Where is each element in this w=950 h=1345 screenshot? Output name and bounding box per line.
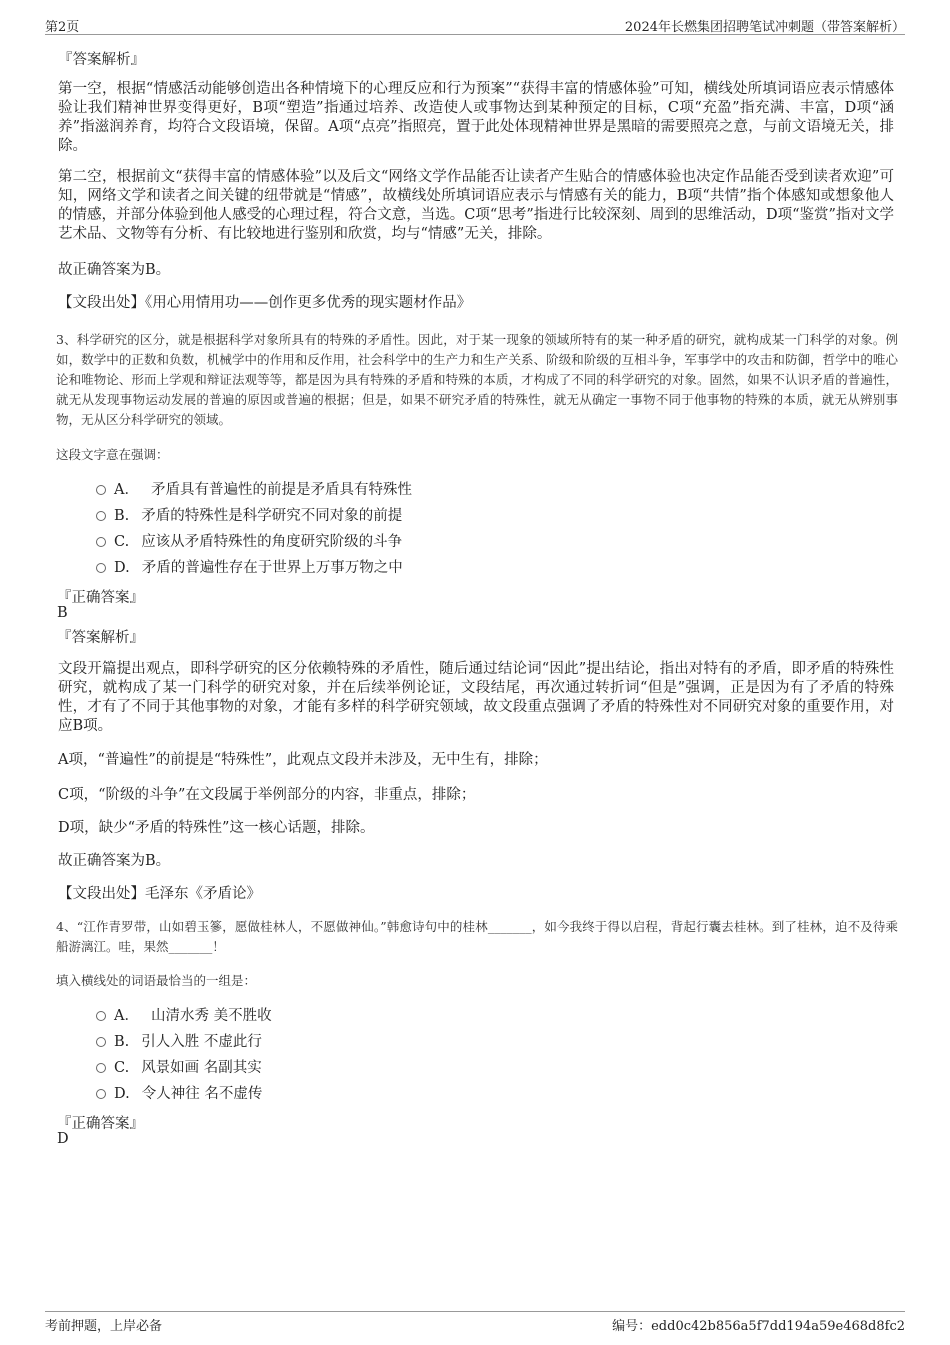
question-4-prompt: 填入横线处的词语最恰当的一组是： — [56, 973, 257, 988]
correct-answer-value: D — [57, 1131, 69, 1147]
question-4-text: 4、“江作青罗带，山如碧玉篸，愿做桂林人，不愿做神仙。”韩愈诗句中的桂林_______，如今我终于得以启程，背起行囊去桂林。到了桂林，迫不及待乘船游漓江。哇，果然_______！ — [56, 919, 898, 954]
analysis-label: 『答案解析』 — [57, 630, 144, 646]
radio-icon[interactable] — [96, 511, 106, 521]
radio-icon[interactable] — [96, 485, 106, 495]
question-3-analysis: 文段开篇提出观点，即科学研究的区分依赖特殊的矛盾性，随后通过结论词“因此”提出结论，指出对特有的矛盾，即矛盾的特殊性研究，就构成了某一门科学的研究对象，并在后续举例论证，文段结尾，再次通过转折词“但是”强调，正是因为有了矛盾的特殊性，才有了不同于其他事物的对象，才能有多样的科学研究领域，故文段重点强调了矛盾的特殊性对不同研究对象的重要作用，对应B项。 — [58, 661, 894, 734]
question-3-analysis-a: A项，“普遍性”的前提是“特殊性”，此观点文段并未涉及，无中生有，排除； — [58, 752, 548, 768]
question-4-option-b[interactable]: B. 引人入胜 不虚此行 — [96, 1033, 262, 1051]
question-3-prompt: 这段文字意在强调： — [56, 447, 169, 462]
radio-icon[interactable] — [96, 1063, 106, 1073]
answer-conclusion: 故正确答案为B。 — [58, 853, 171, 869]
correct-answer-value: B — [57, 605, 68, 621]
radio-icon[interactable] — [96, 1011, 106, 1021]
question-4-option-a[interactable]: A． 山清水秀 美不胜收 — [96, 1007, 272, 1025]
document-code: 编号：edd0c42b856a5f7dd194a59e468d8fc2 — [612, 1319, 905, 1334]
analysis-paragraph-1: 第一空，根据“情感活动能够创造出各种情境下的心理反应和行为预案”“获得丰富的情感体验”可知，横线处所填词语应表示情感体验让我们精神世界变得更好，B项“塑造”指通过培养、改造使人或事物达到某种预定的目标，C项“充盈”指充满、丰富，D项“涵养”指滋润养育，均符合文段语境，保留。A项“点亮”指照亮，置于此处体现精神世界是黑暗的需要照亮之意，与前文语境无关，排除。 — [58, 81, 894, 154]
page-footer — [45, 1311, 905, 1334]
analysis-paragraph-2: 第二空，根据前文“获得丰富的情感体验”以及后文“网络文学作品能否让读者产生贴合的情感体验也决定作品能否受到读者欢迎”可知，网络文学和读者之间关键的纽带就是“情感”，故横线处所填词语应表示与情感有关的能力，B项“共情”指个体感知或想象他人的情感，并部分体验到他人感受的心理过程，符合文意，当选。C项“思考”指进行比较深刻、周到的思维活动，D项“鉴赏”指对文学艺术品、文物等有分析、有比较地进行鉴别和欣赏，均与“情感”无关，排除。 — [58, 169, 894, 242]
page-number: 第2页 — [45, 20, 80, 35]
radio-icon[interactable] — [96, 537, 106, 547]
question-3-option-d[interactable]: D. 矛盾的普遍性存在于世界上万事万物之中 — [96, 559, 403, 577]
source-citation: 【文段出处】毛泽东《矛盾论》 — [58, 886, 261, 902]
radio-icon[interactable] — [96, 1037, 106, 1047]
question-4-option-d[interactable]: D. 令人神往 名不虚传 — [96, 1085, 262, 1103]
radio-icon[interactable] — [96, 563, 106, 573]
question-3-option-c[interactable]: C. 应该从矛盾特殊性的角度研究阶级的斗争 — [96, 533, 402, 551]
question-3-analysis-d: D项，缺少“矛盾的特殊性”这一核心话题，排除。 — [58, 820, 375, 836]
analysis-label: 『答案解析』 — [58, 52, 145, 68]
document-title: 2024年长燃集团招聘笔试冲刺题（带答案解析） — [624, 20, 905, 35]
footer-slogan: 考前押题，上岸必备 — [45, 1319, 163, 1334]
page-header — [45, 14, 905, 35]
correct-answer-label: 『正确答案』 — [57, 1116, 144, 1132]
question-3-analysis-c: C项，“阶级的斗争”在文段属于举例部分的内容，非重点，排除； — [58, 787, 476, 803]
source-citation: 【文段出处】《用心用情用功——创作更多优秀的现实题材作品》 — [58, 295, 472, 311]
correct-answer-label: 『正确答案』 — [57, 590, 144, 606]
answer-conclusion: 故正确答案为B。 — [58, 262, 171, 278]
radio-icon[interactable] — [96, 1089, 106, 1099]
question-3-option-b[interactable]: B. 矛盾的特殊性是科学研究不同对象的前提 — [96, 507, 402, 525]
question-3-option-a[interactable]: A． 矛盾具有普遍性的前提是矛盾具有特殊性 — [96, 481, 412, 499]
question-3-text: 3、科学研究的区分，就是根据科学对象所具有的特殊的矛盾性。因此，对于某一现象的领域所特有的某一种矛盾的研究，就构成某一门科学的对象。例如，数学中的正数和负数，机械学中的作用和反作用，社会科学中的生产力和生产关系、阶级和阶级的互相斗争，军事学中的攻击和防御，哲学中的唯心论和唯物论、形而上学观和辩证法观等等，都是因为具有特殊的矛盾和特殊的本质，才构成了不同的科学研究的对象。固然，如果不认识矛盾的普遍性，就无从发现事物运动发展的普遍的原因或普遍的根据；但是，如果不研究矛盾的特殊性，就无从确定一事物不同于他事物的特殊的本质，就无从辨别事物，无从区分科学研究的领域。 — [56, 332, 898, 427]
question-4-option-c[interactable]: C. 风景如画 名副其实 — [96, 1059, 262, 1077]
